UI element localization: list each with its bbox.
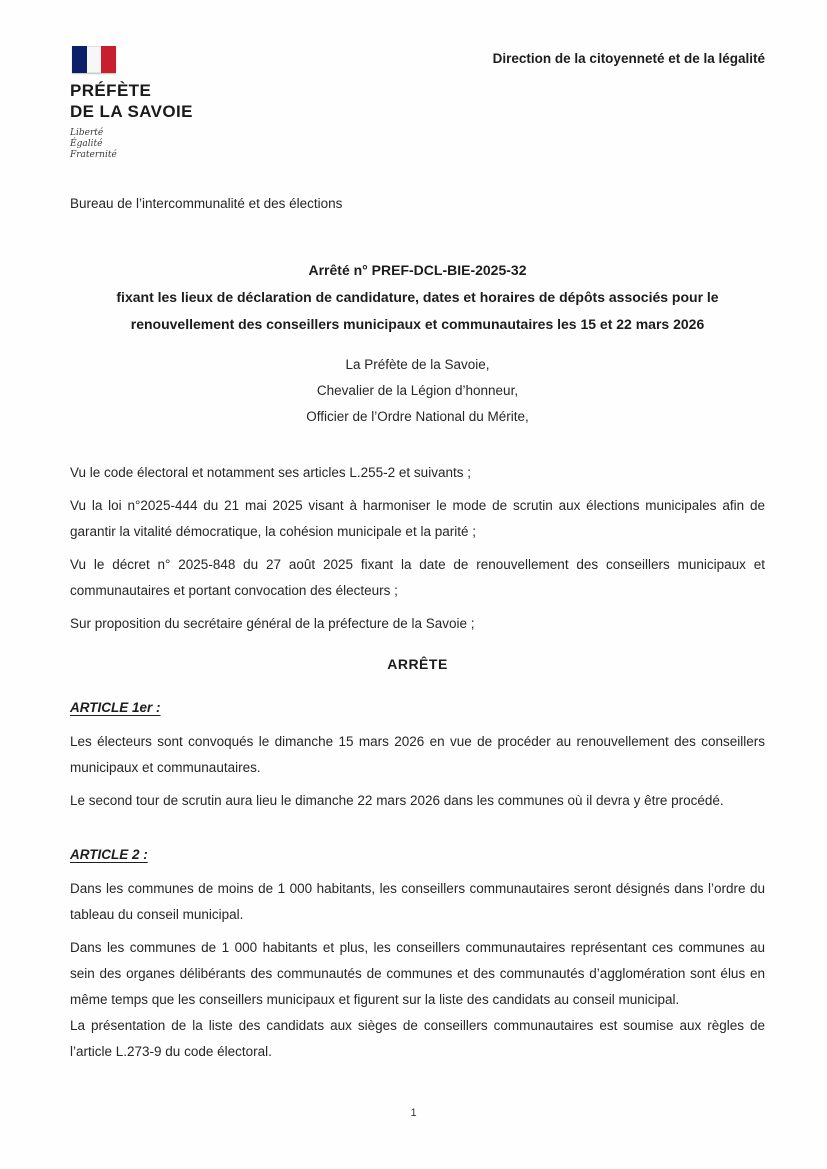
logo-prefete-line: PRÉFÈTE — [70, 81, 152, 100]
article-2-paragraph: La présentation de la liste des candidats aux sièges de conseillers communautaires est soumise aux règles de l’article L.273-9 du code électoral. — [70, 1018, 765, 1059]
logo-institution-name — [70, 80, 290, 122]
flag-white-band — [87, 46, 102, 73]
article-2-paragraph: Dans les communes de 1 000 habitants et plus, les conseillers communautaires représentant ces communes au sein des organes délibérants des communautés de communes et des communautés d’agglomération sont élus en même temps que les conseillers municipaux et figurent sur la liste des candidats au conseil municipal. — [70, 940, 765, 1007]
article-1-heading: ARTICLE 1er : — [70, 700, 161, 715]
arrete-heading: ARRÊTE — [387, 656, 448, 672]
recitals-section — [70, 460, 765, 637]
article-2 — [70, 842, 765, 1065]
recital-vu-loi: Vu la loi n°2025-444 du 21 mai 2025 visant à harmoniser le mode de scrutin aux élections municipales afin de garantir la vitalité démocratique, la cohésion municipale et la parité ; — [70, 498, 765, 539]
document-header — [70, 46, 765, 161]
authority-line-1: La Préfète de la Savoie, — [345, 357, 490, 372]
article-1-paragraph: Le second tour de scrutin aura lieu le dimanche 22 mars 2026 dans les communes où il devra y être procédé. — [70, 793, 724, 808]
decree-title — [70, 257, 765, 338]
republic-motto — [70, 128, 290, 161]
article-2-paragraph: Dans les communes de moins de 1 000 habitants, les conseillers communautaires seront désignés dans l’ordre du tableau du conseil municipal. — [70, 881, 765, 922]
flag-blue-band — [72, 46, 87, 73]
authority-line-3: Officier de l’Ordre National du Mérite, — [306, 409, 529, 424]
article-1 — [70, 695, 765, 814]
article-1-paragraph: Les électeurs sont convoqués le dimanche 15 mars 2026 en vue de procéder au renouvellement des conseillers municipaux et communautaires. — [70, 734, 765, 775]
authority-line-2: Chevalier de la Légion d’honneur, — [316, 383, 519, 398]
french-flag-icon — [72, 46, 116, 73]
bureau-line: Bureau de l’intercommunalité et des élections — [70, 196, 343, 211]
article-2-body — [70, 876, 765, 1065]
direction-heading: Direction de la citoyenneté et de la légalité — [492, 51, 765, 66]
recital-sur-proposition: Sur proposition du secrétaire général de la préfecture de la Savoie ; — [70, 616, 475, 631]
flag-red-band — [101, 46, 116, 73]
logo-department-line: DE LA SAVOIE — [70, 102, 193, 121]
motto-egalite: Égalité — [70, 139, 103, 149]
motto-liberte: Liberté — [70, 128, 104, 138]
signing-authority — [70, 352, 765, 430]
article-2-heading: ARTICLE 2 : — [70, 847, 148, 862]
motto-fraternite: Fraternité — [70, 150, 117, 160]
article-1-body — [70, 729, 765, 814]
recital-vu-code-electoral: Vu le code électoral et notamment ses articles L.255-2 et suivants ; — [70, 465, 471, 480]
decree-number: Arrêté n° PREF-DCL-BIE-2025-32 — [308, 262, 527, 278]
page-number: 1 — [410, 1107, 417, 1119]
recital-vu-decret: Vu le décret n° 2025-848 du 27 août 2025 fixant la date de renouvellement des conseillers municipaux et communautaires et portant convocation des électeurs ; — [70, 557, 765, 598]
decree-subject: fixant les lieux de déclaration de candidature, dates et horaires de dépôts associés pour le renouvellement des conseillers municipaux et communautaires les 15 et 22 mars 2026 — [116, 289, 719, 332]
marianne-logo — [70, 46, 290, 161]
